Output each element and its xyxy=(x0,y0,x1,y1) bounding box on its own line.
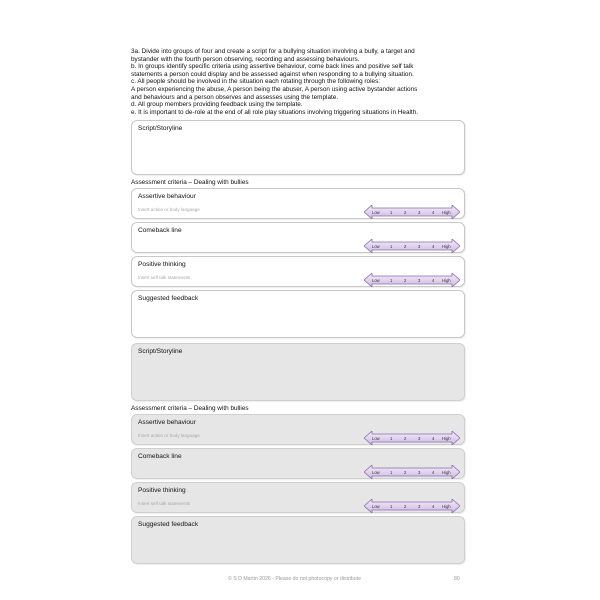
scale-3-label: 3 xyxy=(418,209,421,215)
instruction-line: A person experiencing the abuse, A person being the abuser, A person using active bystander actions xyxy=(131,85,418,93)
comeback-line-box[interactable] xyxy=(131,222,465,253)
instruction-line: and behaviours and a person observes and assesses using the template. xyxy=(131,93,339,101)
scale-4-label: 4 xyxy=(432,209,435,215)
scale-1-label: 1 xyxy=(390,469,393,475)
assertive-behaviour-label: Assertive behaviour xyxy=(138,193,196,201)
rating-scale[interactable] xyxy=(364,499,460,513)
scale-low-label: Low xyxy=(372,277,380,283)
scale-4-label: 4 xyxy=(432,435,435,441)
scale-high-label: High xyxy=(442,469,451,475)
rating-scale[interactable] xyxy=(364,205,460,219)
scale-high-label: High xyxy=(442,209,451,215)
scale-1-label: 1 xyxy=(390,209,393,215)
scale-high-label: High xyxy=(442,277,451,283)
assertive-behaviour-box[interactable] xyxy=(131,188,465,219)
scale-3-label: 3 xyxy=(418,243,421,249)
scale-labels xyxy=(364,239,460,253)
script-storyline-box[interactable] xyxy=(131,120,465,175)
assertive-behaviour-box[interactable] xyxy=(131,414,465,445)
scale-high-label: High xyxy=(442,435,451,441)
positive-thinking-label: Positive thinking xyxy=(138,487,186,495)
scale-low-label: Low xyxy=(372,469,380,475)
scale-3-label: 3 xyxy=(418,435,421,441)
scale-low-label: Low xyxy=(372,243,380,249)
assertive-behaviour-placeholder: Insert action or body language xyxy=(138,433,200,439)
rating-scale[interactable] xyxy=(364,431,460,445)
instruction-line: c. All people should be involved in the situation each rotating through the following roles: xyxy=(131,78,381,86)
instruction-line: bystander with the fourth person observing, recording and assessing behaviours. xyxy=(131,55,360,63)
instruction-line: statements a person could display and be assessed against when responding to a bullying situation. xyxy=(131,70,414,78)
assessment-criteria-heading: Assessment criteria – Dealing with bullies xyxy=(131,179,249,187)
instruction-line: d. All group members providing feedback using the template. xyxy=(131,101,303,109)
scale-labels xyxy=(364,205,460,219)
comeback-line-box[interactable] xyxy=(131,448,465,479)
scale-high-label: High xyxy=(442,503,451,509)
scale-4-label: 4 xyxy=(432,243,435,249)
instruction-line: 3a. Divide into groups of four and create a script for a bullying situation involving a bully, a target and xyxy=(131,48,415,55)
instruction-line: b. In groups identify specific criteria using assertive behaviour, come back lines and positive self talk xyxy=(131,63,414,71)
scale-labels xyxy=(364,499,460,513)
scale-labels xyxy=(364,465,460,479)
scale-4-label: 4 xyxy=(432,277,435,283)
scale-2-label: 2 xyxy=(404,435,407,441)
script-storyline-box[interactable] xyxy=(131,343,465,401)
scale-2-label: 2 xyxy=(404,243,407,249)
positive-thinking-placeholder: Insert self talk statements xyxy=(138,501,191,507)
scale-low-label: Low xyxy=(372,503,380,509)
suggested-feedback-label: Suggested feedback xyxy=(138,521,199,529)
instruction-line: e. It is important to de-role at the end of all role play situations involving triggering situations in Health. xyxy=(131,108,419,116)
positive-thinking-label: Positive thinking xyxy=(138,261,186,269)
assessment-criteria-heading: Assessment criteria – Dealing with bullies xyxy=(131,405,249,413)
suggested-feedback-label: Suggested feedback xyxy=(138,295,199,303)
scale-1-label: 1 xyxy=(390,503,393,509)
scale-4-label: 4 xyxy=(432,503,435,509)
comeback-line-label: Comeback line xyxy=(138,453,182,461)
scale-2-label: 2 xyxy=(404,469,407,475)
scale-labels xyxy=(364,273,460,287)
scale-low-label: Low xyxy=(372,209,380,215)
scale-4-label: 4 xyxy=(432,469,435,475)
scale-1-label: 1 xyxy=(390,243,393,249)
rating-scale[interactable] xyxy=(364,239,460,253)
positive-thinking-box[interactable] xyxy=(131,482,465,513)
assertive-behaviour-label: Assertive behaviour xyxy=(138,419,196,427)
instructions xyxy=(131,48,465,116)
page-number: 80 xyxy=(454,576,460,582)
suggested-feedback-box[interactable] xyxy=(131,516,465,564)
scale-2-label: 2 xyxy=(404,503,407,509)
scale-3-label: 3 xyxy=(418,277,421,283)
scale-low-label: Low xyxy=(372,435,380,441)
suggested-feedback-box[interactable] xyxy=(131,290,465,338)
assertive-behaviour-placeholder: Insert action or body language xyxy=(138,207,200,213)
scale-3-label: 3 xyxy=(418,503,421,509)
scale-2-label: 2 xyxy=(404,209,407,215)
rating-scale[interactable] xyxy=(364,465,460,479)
scale-labels xyxy=(364,431,460,445)
script-storyline-label: Script/Storyline xyxy=(138,348,183,356)
scale-high-label: High xyxy=(442,243,451,249)
script-storyline-label: Script/Storyline xyxy=(138,125,183,133)
worksheet-page xyxy=(131,48,465,564)
rating-scale[interactable] xyxy=(364,273,460,287)
comeback-line-label: Comeback line xyxy=(138,227,182,235)
scale-3-label: 3 xyxy=(418,469,421,475)
copyright-notice: © S D Martin 2026 - Please do not photocopy or distribute xyxy=(228,576,362,582)
scale-1-label: 1 xyxy=(390,435,393,441)
positive-thinking-box[interactable] xyxy=(131,256,465,287)
scale-2-label: 2 xyxy=(404,277,407,283)
scale-1-label: 1 xyxy=(390,277,393,283)
positive-thinking-placeholder: Insert self talk statements xyxy=(138,275,191,281)
